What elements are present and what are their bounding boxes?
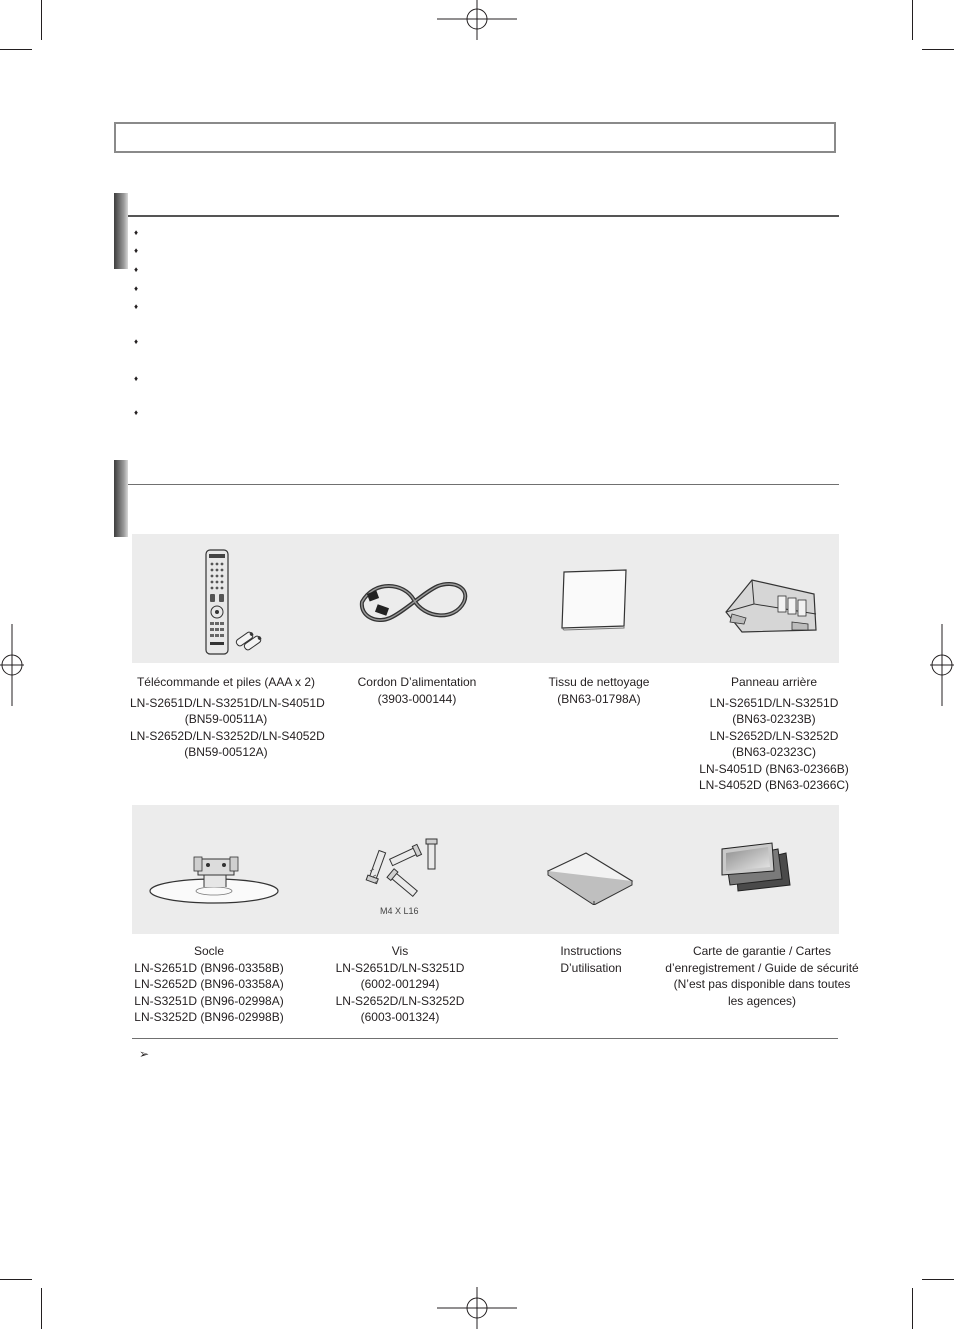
- accessory-caption-line: LN-S3252D (BN96-02998B): [134, 1010, 284, 1024]
- accessory-caption-line: (BN63-02323C): [731, 745, 817, 759]
- accessory-back-panel-caption: [694, 674, 854, 794]
- list-bullet: ♦: [134, 228, 139, 237]
- section-2-bar: [114, 460, 128, 537]
- accessory-caption-line: (BN59-00511A): [184, 712, 268, 726]
- section-1-rule: [128, 215, 839, 217]
- registration-mark-right: [930, 624, 954, 706]
- list-bullet: ♦: [134, 374, 139, 383]
- accessory-caption-line: LN-S2652D/LN-S3252D/LN-S4052D: [130, 728, 325, 743]
- accessory-caption-line: (BN63-02323B): [732, 712, 816, 726]
- screws-icon: [360, 835, 446, 901]
- accessory-caption-line: (N’est pas disponible dans toutes: [673, 977, 851, 991]
- accessory-caption-title: Instructions: [560, 944, 622, 958]
- accessory-caption-line: (3903-000144): [377, 691, 457, 706]
- accessory-caption-line: LN-S4051D (BN63-02366B): [699, 761, 849, 776]
- cleaning-cloth-icon: [558, 566, 630, 632]
- accessory-caption-line: D’utilisation: [560, 960, 622, 975]
- accessory-caption-line: LN-S2651D/LN-S3251D: [335, 960, 465, 975]
- list-bullet: ♦: [134, 246, 139, 255]
- remote-control-icon: [202, 548, 264, 658]
- accessory-caption-line: d’enregistrement / Guide de sécurité: [665, 960, 859, 975]
- crop-mark-tr-h: [922, 49, 954, 50]
- accessory-caption-title: Socle: [193, 944, 225, 958]
- accessory-caption-line: (6002-001294): [360, 977, 440, 991]
- note-arrow-icon: ➢: [139, 1047, 150, 1061]
- accessories-row2-panel: [132, 805, 839, 934]
- note-rule: [132, 1038, 838, 1039]
- accessory-caption-title: Tissu de nettoyage: [548, 675, 650, 689]
- accessory-caption-title: Carte de garantie / Cartes: [692, 944, 832, 958]
- accessory-caption-line: (BN63-01798A): [557, 691, 641, 706]
- accessory-caption-line: (6003-001324): [360, 1010, 440, 1024]
- power-cord-icon: [354, 578, 472, 626]
- accessory-caption-line: LN-S3251D (BN96-02998A): [134, 993, 284, 1008]
- crop-mark-bl-h: [0, 1279, 32, 1280]
- accessory-caption-line: les agences): [727, 993, 797, 1008]
- registration-mark-left: [0, 624, 24, 706]
- section-2-rule: [128, 484, 839, 485]
- registration-mark-bottom: [437, 1287, 517, 1329]
- section-1-bar: [114, 193, 128, 269]
- accessory-caption-line: LN-S2652D (BN96-03358A): [134, 977, 284, 991]
- accessory-caption-title: Télécommande et piles (AAA x 2): [136, 675, 316, 689]
- crop-mark-tl-v: [41, 0, 42, 40]
- accessory-caption-title: Cordon D’alimentation: [357, 675, 477, 689]
- accessory-manual-caption: [521, 943, 661, 976]
- accessory-power-cord-caption: [337, 674, 497, 707]
- accessory-caption-title: Panneau arrière: [730, 675, 818, 689]
- crop-mark-bl-v: [41, 1288, 42, 1329]
- list-bullet: ♦: [134, 302, 139, 311]
- accessory-caption-line: LN-S2652D/LN-S3252D: [709, 728, 839, 743]
- accessory-screws-caption: [320, 943, 480, 1026]
- manual-icon: [544, 849, 636, 905]
- accessory-caption-line: LN-S2651D/LN-S3251D: [709, 695, 839, 710]
- back-panel-icon: [722, 574, 822, 640]
- crop-mark-tl-h: [0, 49, 32, 50]
- stand-icon: [148, 851, 282, 907]
- registration-mark-top: [437, 0, 517, 42]
- crop-mark-tr-v: [912, 0, 913, 40]
- page-title-box: [114, 122, 836, 153]
- accessory-warranty-caption: [656, 943, 868, 1009]
- crop-mark-br-v: [912, 1288, 913, 1329]
- list-bullet: ♦: [134, 265, 139, 274]
- list-bullet: ♦: [134, 408, 139, 417]
- accessory-caption-line: (BN59-00512A): [184, 745, 268, 759]
- crop-mark-br-h: [922, 1279, 954, 1280]
- accessory-caption-line: LN-S2651D/LN-S3251D/LN-S4051D: [130, 695, 325, 710]
- accessory-caption-line: LN-S4052D (BN63-02366C): [698, 778, 850, 792]
- accessory-caption-title: Vis: [391, 944, 409, 958]
- accessory-stand-caption: [129, 943, 289, 1026]
- screws-size-label: M4 X L16: [380, 906, 419, 916]
- accessory-caption-line: LN-S2651D (BN96-03358B): [134, 960, 284, 975]
- warranty-cards-icon: [718, 841, 794, 899]
- list-bullet: ♦: [134, 284, 139, 293]
- list-bullet: ♦: [134, 337, 139, 346]
- accessory-remote-caption: [130, 674, 325, 761]
- accessory-caption-line: LN-S2652D/LN-S3252D: [335, 993, 465, 1008]
- accessory-cloth-caption: [519, 674, 679, 707]
- accessories-row1-panel: [132, 534, 839, 663]
